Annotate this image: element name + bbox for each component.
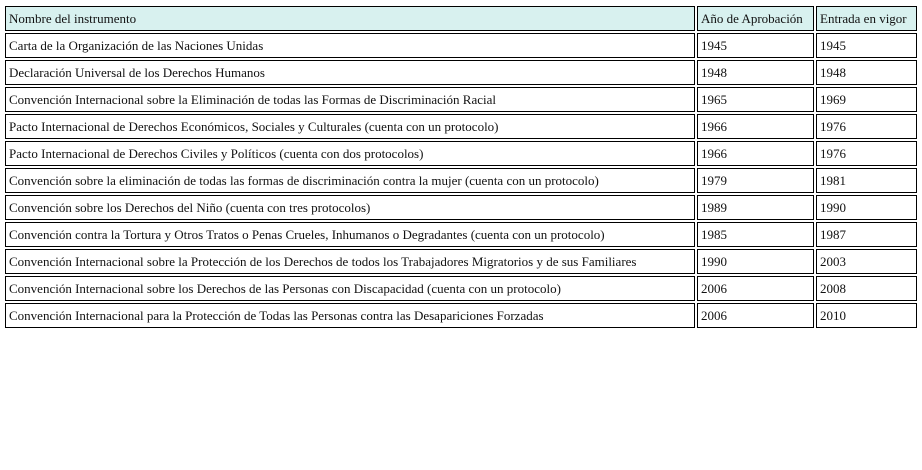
entry-into-force-cell: 2010 [816,303,917,328]
approval-year-cell: 1948 [697,60,814,85]
table-row [5,276,917,301]
table-row [5,195,917,220]
instrument-name-cell: Convención contra la Tortura y Otros Tratos o Penas Crueles, Inhumanos o Degradantes (cuenta con un protocolo) [5,222,695,247]
instruments-table [3,4,919,330]
entry-into-force-cell: 2003 [816,249,917,274]
entry-into-force-cell: 1976 [816,114,917,139]
instrument-name-cell: Convención Internacional sobre la Protección de los Derechos de todos los Trabajadores Migratorios y de sus Familiares [5,249,695,274]
approval-year-cell: 1990 [697,249,814,274]
approval-year-cell: 1966 [697,141,814,166]
table-row [5,87,917,112]
entry-into-force-cell: 1948 [816,60,917,85]
instrument-name-cell: Convención sobre los Derechos del Niño (cuenta con tres protocolos) [5,195,695,220]
table-row [5,249,917,274]
approval-year-cell: 1979 [697,168,814,193]
instruments-table-container [3,4,919,330]
table-row [5,114,917,139]
instrument-name-cell: Declaración Universal de los Derechos Humanos [5,60,695,85]
entry-into-force-cell: 1987 [816,222,917,247]
instrument-name-cell: Convención Internacional sobre los Derechos de las Personas con Discapacidad (cuenta con un protocolo) [5,276,695,301]
table-row [5,60,917,85]
instrument-name-cell: Convención Internacional para la Protección de Todas las Personas contra las Desapariciones Forzadas [5,303,695,328]
entry-into-force-cell: 2008 [816,276,917,301]
instrument-name-cell: Pacto Internacional de Derechos Económicos, Sociales y Culturales (cuenta con un protocolo) [5,114,695,139]
instrument-name-cell: Convención Internacional sobre la Eliminación de todas las Formas de Discriminación Racial [5,87,695,112]
instrument-name-cell: Convención sobre la eliminación de todas las formas de discriminación contra la mujer (cuenta con un protocolo) [5,168,695,193]
approval-year-cell: 1985 [697,222,814,247]
instrument-name-cell: Carta de la Organización de las Naciones Unidas [5,33,695,58]
table-row [5,303,917,328]
entry-into-force-cell: 1990 [816,195,917,220]
entry-into-force-cell: 1945 [816,33,917,58]
table-row [5,33,917,58]
entry-into-force-cell: 1969 [816,87,917,112]
approval-year-cell: 1989 [697,195,814,220]
approval-year-cell: 2006 [697,276,814,301]
instrument-name-cell: Pacto Internacional de Derechos Civiles y Políticos (cuenta con dos protocolos) [5,141,695,166]
table-row [5,168,917,193]
entry-into-force-cell: 1981 [816,168,917,193]
column-header-approval-year: Año de Aprobación [697,6,814,31]
approval-year-cell: 1966 [697,114,814,139]
approval-year-cell: 2006 [697,303,814,328]
approval-year-cell: 1965 [697,87,814,112]
table-row [5,222,917,247]
approval-year-cell: 1945 [697,33,814,58]
table-row [5,141,917,166]
table-header-row [5,6,917,31]
entry-into-force-cell: 1976 [816,141,917,166]
column-header-instrument-name: Nombre del instrumento [5,6,695,31]
column-header-entry-into-force: Entrada en vigor [816,6,917,31]
